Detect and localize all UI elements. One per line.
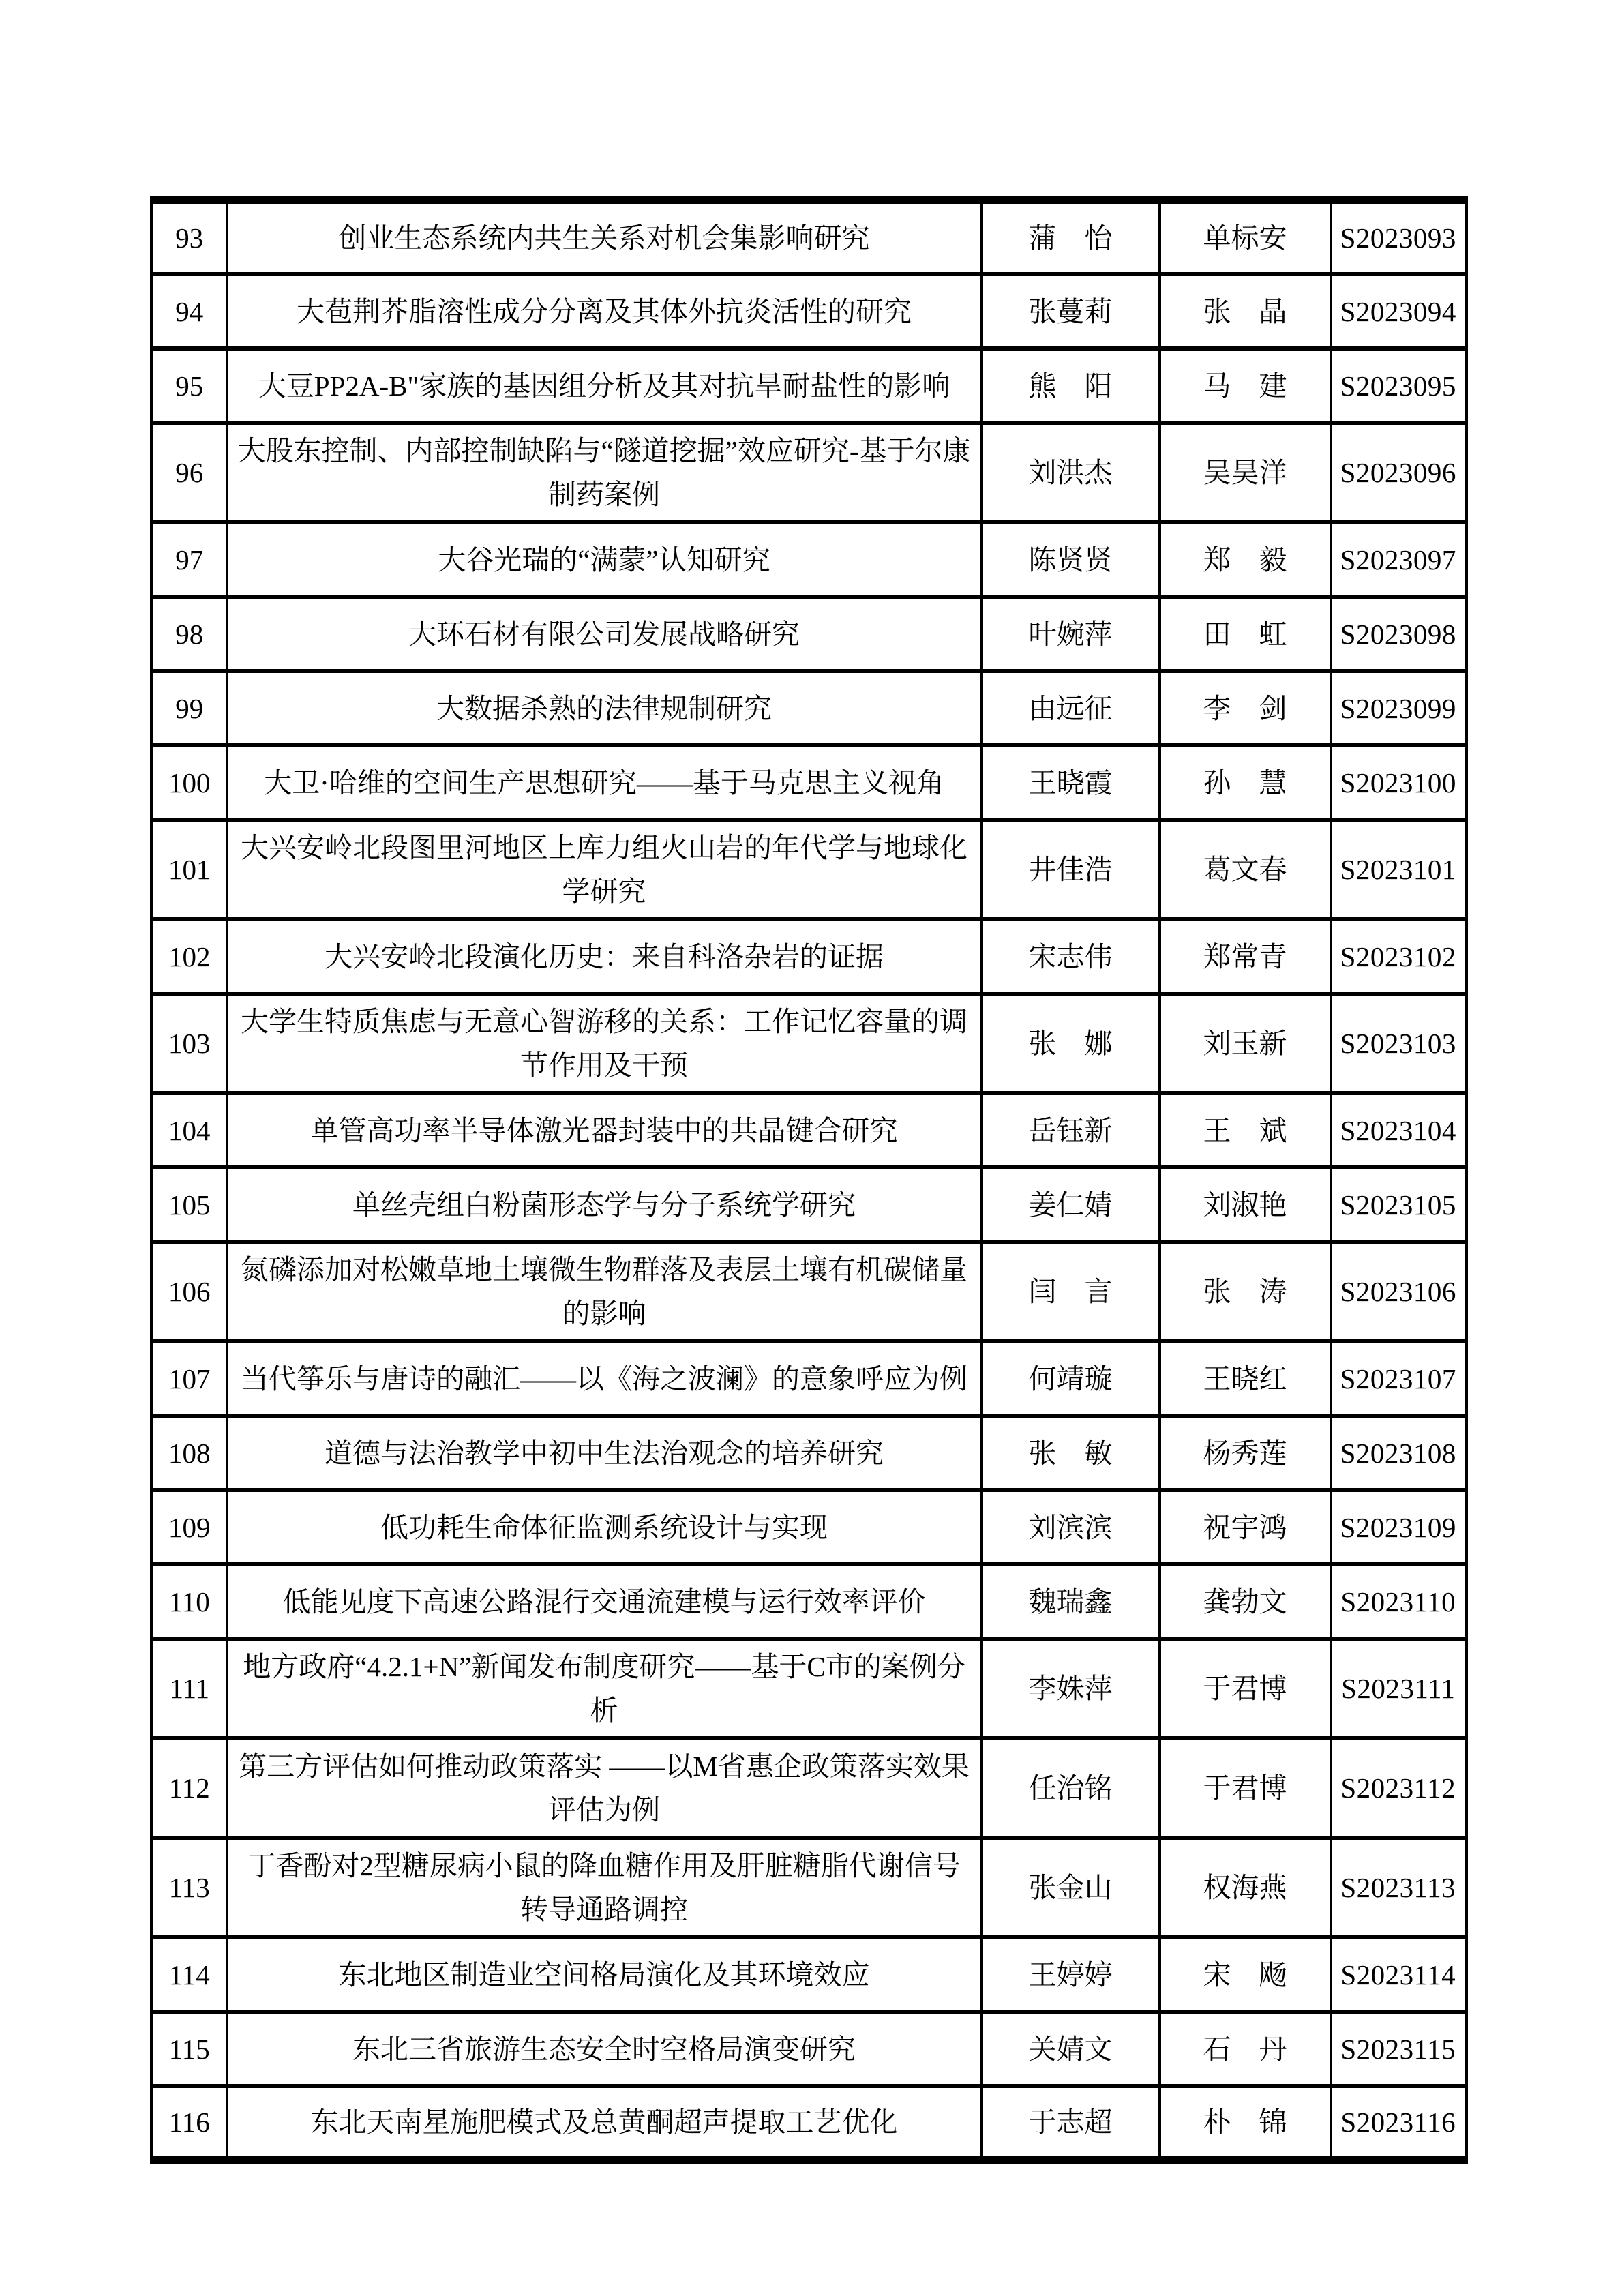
thesis-id-cell: S2023100 <box>1331 745 1467 820</box>
thesis-id-cell: S2023102 <box>1331 919 1467 994</box>
author-name-cell: 岳钰新 <box>982 1093 1160 1167</box>
author-name-cell: 李姝萍 <box>982 1639 1160 1738</box>
row-number-cell: 108 <box>152 1416 227 1490</box>
thesis-title-cell: 大学生特质焦虑与无意心智游移的关系：工作记忆容量的调节作用及干预 <box>227 994 982 1093</box>
thesis-title-cell: 大环石材有限公司发展战略研究 <box>227 597 982 671</box>
author-name-cell: 张 娜 <box>982 994 1160 1093</box>
row-number-cell: 113 <box>152 1838 227 1937</box>
row-number-cell: 107 <box>152 1341 227 1416</box>
supervisor-name-cell: 杨秀莲 <box>1160 1416 1331 1490</box>
thesis-title-cell: 地方政府“4.2.1+N”新闻发布制度研究——基于C市的案例分析 <box>227 1639 982 1738</box>
thesis-id-cell: S2023096 <box>1331 423 1467 522</box>
thesis-id-cell: S2023105 <box>1331 1167 1467 1242</box>
author-name-cell: 闫 言 <box>982 1242 1160 1341</box>
thesis-title-cell: 大数据杀熟的法律规制研究 <box>227 671 982 745</box>
thesis-id-cell: S2023103 <box>1331 994 1467 1093</box>
thesis-id-cell: S2023106 <box>1331 1242 1467 1341</box>
thesis-id-cell: S2023114 <box>1331 1937 1467 2012</box>
supervisor-name-cell: 权海燕 <box>1160 1838 1331 1937</box>
supervisor-name-cell: 祝宇鸿 <box>1160 1490 1331 1564</box>
table-row <box>152 1416 1467 1490</box>
thesis-id-cell: S2023098 <box>1331 597 1467 671</box>
supervisor-name-cell: 王 斌 <box>1160 1093 1331 1167</box>
thesis-id-cell: S2023116 <box>1331 2086 1467 2160</box>
thesis-title-cell: 低功耗生命体征监测系统设计与实现 <box>227 1490 982 1564</box>
supervisor-name-cell: 吴昊洋 <box>1160 423 1331 522</box>
row-number-cell: 106 <box>152 1242 227 1341</box>
table-row <box>152 994 1467 1093</box>
thesis-id-cell: S2023095 <box>1331 348 1467 423</box>
supervisor-name-cell: 宋 飏 <box>1160 1937 1331 2012</box>
table-row <box>152 671 1467 745</box>
row-number-cell: 114 <box>152 1937 227 2012</box>
thesis-id-cell: S2023111 <box>1331 1639 1467 1738</box>
row-number-cell: 116 <box>152 2086 227 2160</box>
author-name-cell: 姜仁婧 <box>982 1167 1160 1242</box>
thesis-title-cell: 大谷光瑞的“满蒙”认知研究 <box>227 522 982 597</box>
table-row <box>152 919 1467 994</box>
supervisor-name-cell: 龚勃文 <box>1160 1564 1331 1639</box>
thesis-list-table <box>150 196 1468 2164</box>
supervisor-name-cell: 单标安 <box>1160 200 1331 274</box>
author-name-cell: 刘洪杰 <box>982 423 1160 522</box>
author-name-cell: 陈贤贤 <box>982 522 1160 597</box>
row-number-cell: 96 <box>152 423 227 522</box>
thesis-id-cell: S2023099 <box>1331 671 1467 745</box>
thesis-title-cell: 单管高功率半导体激光器封装中的共晶键合研究 <box>227 1093 982 1167</box>
thesis-title-cell: 东北地区制造业空间格局演化及其环境效应 <box>227 1937 982 2012</box>
author-name-cell: 王晓霞 <box>982 745 1160 820</box>
row-number-cell: 111 <box>152 1639 227 1738</box>
author-name-cell: 蒲 怡 <box>982 200 1160 274</box>
thesis-id-cell: S2023109 <box>1331 1490 1467 1564</box>
supervisor-name-cell: 朴 锦 <box>1160 2086 1331 2160</box>
supervisor-name-cell: 于君博 <box>1160 1639 1331 1738</box>
row-number-cell: 100 <box>152 745 227 820</box>
thesis-title-cell: 东北三省旅游生态安全时空格局演变研究 <box>227 2012 982 2086</box>
author-name-cell: 任治铭 <box>982 1738 1160 1838</box>
thesis-title-cell: 创业生态系统内共生关系对机会集影响研究 <box>227 200 982 274</box>
table-row <box>152 745 1467 820</box>
thesis-title-cell: 大兴安岭北段图里河地区上库力组火山岩的年代学与地球化学研究 <box>227 820 982 919</box>
thesis-id-cell: S2023097 <box>1331 522 1467 597</box>
table-row <box>152 597 1467 671</box>
author-name-cell: 刘滨滨 <box>982 1490 1160 1564</box>
table-row <box>152 2086 1467 2160</box>
author-name-cell: 张蔓莉 <box>982 274 1160 348</box>
thesis-id-cell: S2023110 <box>1331 1564 1467 1639</box>
supervisor-name-cell: 王晓红 <box>1160 1341 1331 1416</box>
row-number-cell: 95 <box>152 348 227 423</box>
table-row <box>152 1242 1467 1341</box>
thesis-id-cell: S2023093 <box>1331 200 1467 274</box>
table-row <box>152 1167 1467 1242</box>
author-name-cell: 宋志伟 <box>982 919 1160 994</box>
thesis-id-cell: S2023108 <box>1331 1416 1467 1490</box>
author-name-cell: 魏瑞鑫 <box>982 1564 1160 1639</box>
author-name-cell: 张金山 <box>982 1838 1160 1937</box>
supervisor-name-cell: 张 晶 <box>1160 274 1331 348</box>
supervisor-name-cell: 马 建 <box>1160 348 1331 423</box>
row-number-cell: 98 <box>152 597 227 671</box>
supervisor-name-cell: 张 涛 <box>1160 1242 1331 1341</box>
row-number-cell: 109 <box>152 1490 227 1564</box>
thesis-id-cell: S2023104 <box>1331 1093 1467 1167</box>
table-row <box>152 348 1467 423</box>
table-row <box>152 1738 1467 1838</box>
supervisor-name-cell: 郑 毅 <box>1160 522 1331 597</box>
table-row <box>152 1341 1467 1416</box>
thesis-id-cell: S2023107 <box>1331 1341 1467 1416</box>
thesis-title-cell: 当代筝乐与唐诗的融汇——以《海之波澜》的意象呼应为例 <box>227 1341 982 1416</box>
author-name-cell: 于志超 <box>982 2086 1160 2160</box>
thesis-title-cell: 大股东控制、内部控制缺陷与“隧道挖掘”效应研究-基于尔康制药案例 <box>227 423 982 522</box>
table-row <box>152 820 1467 919</box>
supervisor-name-cell: 石 丹 <box>1160 2012 1331 2086</box>
supervisor-name-cell: 郑常青 <box>1160 919 1331 994</box>
thesis-list-table-wrap <box>150 196 1468 2164</box>
row-number-cell: 99 <box>152 671 227 745</box>
table-row <box>152 274 1467 348</box>
table-row <box>152 1490 1467 1564</box>
supervisor-name-cell: 李 剑 <box>1160 671 1331 745</box>
table-row <box>152 1838 1467 1937</box>
supervisor-name-cell: 葛文春 <box>1160 820 1331 919</box>
thesis-title-cell: 丁香酚对2型糖尿病小鼠的降血糖作用及肝脏糖脂代谢信号转导通路调控 <box>227 1838 982 1937</box>
supervisor-name-cell: 于君博 <box>1160 1738 1331 1838</box>
thesis-id-cell: S2023101 <box>1331 820 1467 919</box>
row-number-cell: 94 <box>152 274 227 348</box>
author-name-cell: 王婷婷 <box>982 1937 1160 2012</box>
table-row <box>152 1093 1467 1167</box>
author-name-cell: 由远征 <box>982 671 1160 745</box>
thesis-title-cell: 氮磷添加对松嫩草地土壤微生物群落及表层土壤有机碳储量的影响 <box>227 1242 982 1341</box>
row-number-cell: 110 <box>152 1564 227 1639</box>
author-name-cell: 叶婉萍 <box>982 597 1160 671</box>
author-name-cell: 何靖璇 <box>982 1341 1160 1416</box>
row-number-cell: 115 <box>152 2012 227 2086</box>
table-row <box>152 200 1467 274</box>
supervisor-name-cell: 孙 慧 <box>1160 745 1331 820</box>
table-row <box>152 1937 1467 2012</box>
table-row <box>152 2012 1467 2086</box>
table-row <box>152 1639 1467 1738</box>
thesis-id-cell: S2023115 <box>1331 2012 1467 2086</box>
author-name-cell: 熊 阳 <box>982 348 1160 423</box>
row-number-cell: 112 <box>152 1738 227 1838</box>
author-name-cell: 张 敏 <box>982 1416 1160 1490</box>
thesis-title-cell: 大豆PP2A-B"家族的基因组分析及其对抗旱耐盐性的影响 <box>227 348 982 423</box>
row-number-cell: 103 <box>152 994 227 1093</box>
thesis-title-cell: 第三方评估如何推动政策落实 ——以M省惠企政策落实效果评估为例 <box>227 1738 982 1838</box>
thesis-title-cell: 东北天南星施肥模式及总黄酮超声提取工艺优化 <box>227 2086 982 2160</box>
row-number-cell: 93 <box>152 200 227 274</box>
author-name-cell: 井佳浩 <box>982 820 1160 919</box>
thesis-title-cell: 大兴安岭北段演化历史：来自科洛杂岩的证据 <box>227 919 982 994</box>
supervisor-name-cell: 刘淑艳 <box>1160 1167 1331 1242</box>
thesis-title-cell: 大卫·哈维的空间生产思想研究——基于马克思主义视角 <box>227 745 982 820</box>
table-row <box>152 522 1467 597</box>
supervisor-name-cell: 田 虹 <box>1160 597 1331 671</box>
thesis-id-cell: S2023113 <box>1331 1838 1467 1937</box>
row-number-cell: 102 <box>152 919 227 994</box>
table-body <box>152 200 1467 2160</box>
thesis-id-cell: S2023094 <box>1331 274 1467 348</box>
row-number-cell: 104 <box>152 1093 227 1167</box>
row-number-cell: 105 <box>152 1167 227 1242</box>
supervisor-name-cell: 刘玉新 <box>1160 994 1331 1093</box>
table-row <box>152 423 1467 522</box>
table-row <box>152 1564 1467 1639</box>
thesis-id-cell: S2023112 <box>1331 1738 1467 1838</box>
thesis-title-cell: 道德与法治教学中初中生法治观念的培养研究 <box>227 1416 982 1490</box>
thesis-title-cell: 单丝壳组白粉菌形态学与分子系统学研究 <box>227 1167 982 1242</box>
author-name-cell: 关婧文 <box>982 2012 1160 2086</box>
thesis-title-cell: 大苞荆芥脂溶性成分分离及其体外抗炎活性的研究 <box>227 274 982 348</box>
row-number-cell: 101 <box>152 820 227 919</box>
thesis-title-cell: 低能见度下高速公路混行交通流建模与运行效率评价 <box>227 1564 982 1639</box>
row-number-cell: 97 <box>152 522 227 597</box>
